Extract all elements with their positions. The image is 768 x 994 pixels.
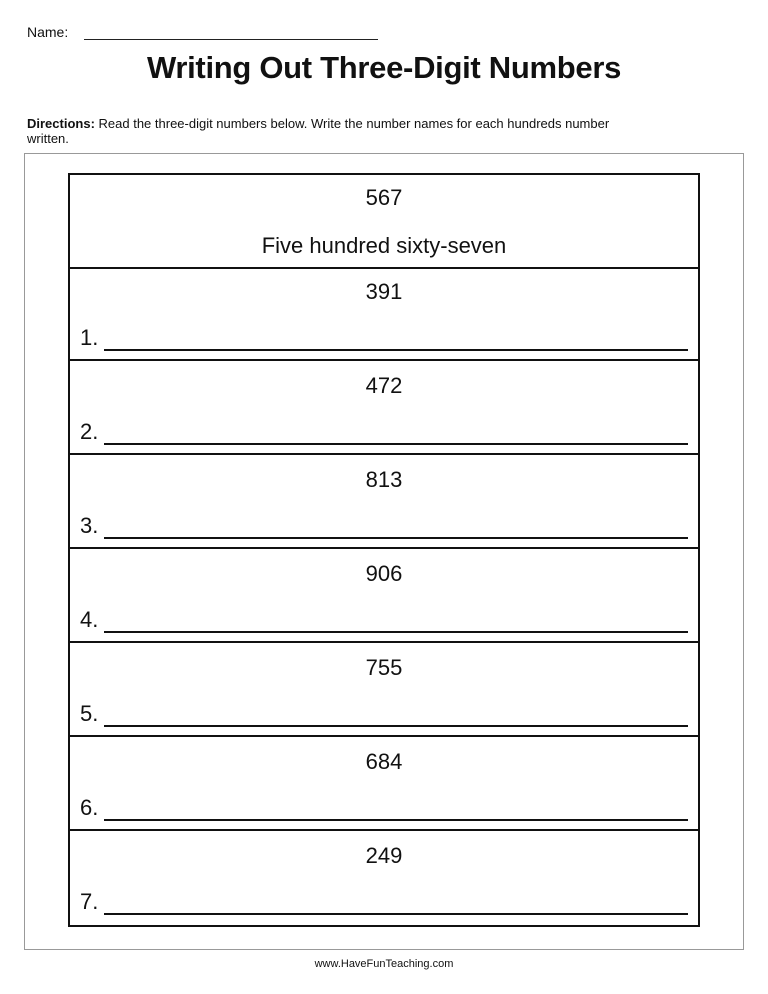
problem-label: 7. [80, 889, 99, 914]
problem-label: 1. [80, 325, 99, 350]
problem-label: 5. [80, 701, 99, 726]
problem-number: 813 [365, 467, 403, 492]
problem-row [70, 361, 698, 455]
problem-row [70, 737, 698, 831]
answer-line[interactable] [104, 423, 688, 445]
problem-number: 755 [365, 655, 403, 680]
answer-line[interactable] [104, 705, 688, 727]
answer-line[interactable] [104, 893, 688, 915]
problem-row [70, 549, 698, 643]
worksheet-title: Writing Out Three-Digit Numbers [146, 50, 622, 85]
problem-number: 391 [365, 279, 403, 304]
problem-row [70, 455, 698, 549]
example-words: Five hundred sixty-seven [261, 233, 507, 258]
answer-line[interactable] [104, 611, 688, 633]
example-row [70, 175, 698, 269]
answer-line[interactable] [104, 799, 688, 821]
problem-number: 906 [365, 561, 403, 586]
problem-row [70, 267, 698, 361]
problem-label: 2. [80, 419, 99, 444]
name-input-line[interactable] [84, 27, 378, 40]
problem-row [70, 643, 698, 737]
problem-row [70, 831, 698, 923]
answer-field[interactable] [80, 325, 688, 351]
example-number: 567 [365, 185, 403, 210]
problem-label: 6. [80, 795, 99, 820]
answer-line[interactable] [104, 329, 688, 351]
answer-field[interactable] [80, 701, 688, 727]
directions [27, 116, 647, 146]
problem-label: 3. [80, 513, 99, 538]
directions-text: Read the three-digit numbers below. Write the number names for each hundreds number written. [27, 116, 610, 146]
answer-field[interactable] [80, 607, 688, 633]
problems-table [68, 173, 700, 927]
answer-field[interactable] [80, 513, 688, 539]
answer-field[interactable] [80, 419, 688, 445]
problem-number: 249 [365, 843, 403, 868]
name-label: Name: [27, 24, 69, 40]
directions-label: Directions: [27, 116, 95, 131]
problem-number: 684 [365, 749, 403, 774]
answer-field[interactable] [80, 795, 688, 821]
answer-field[interactable] [80, 889, 688, 915]
name-row [27, 24, 378, 40]
problem-number: 472 [365, 373, 403, 398]
problem-label: 4. [80, 607, 99, 632]
answer-line[interactable] [104, 517, 688, 539]
footer-url: www.HaveFunTeaching.com [314, 958, 454, 970]
